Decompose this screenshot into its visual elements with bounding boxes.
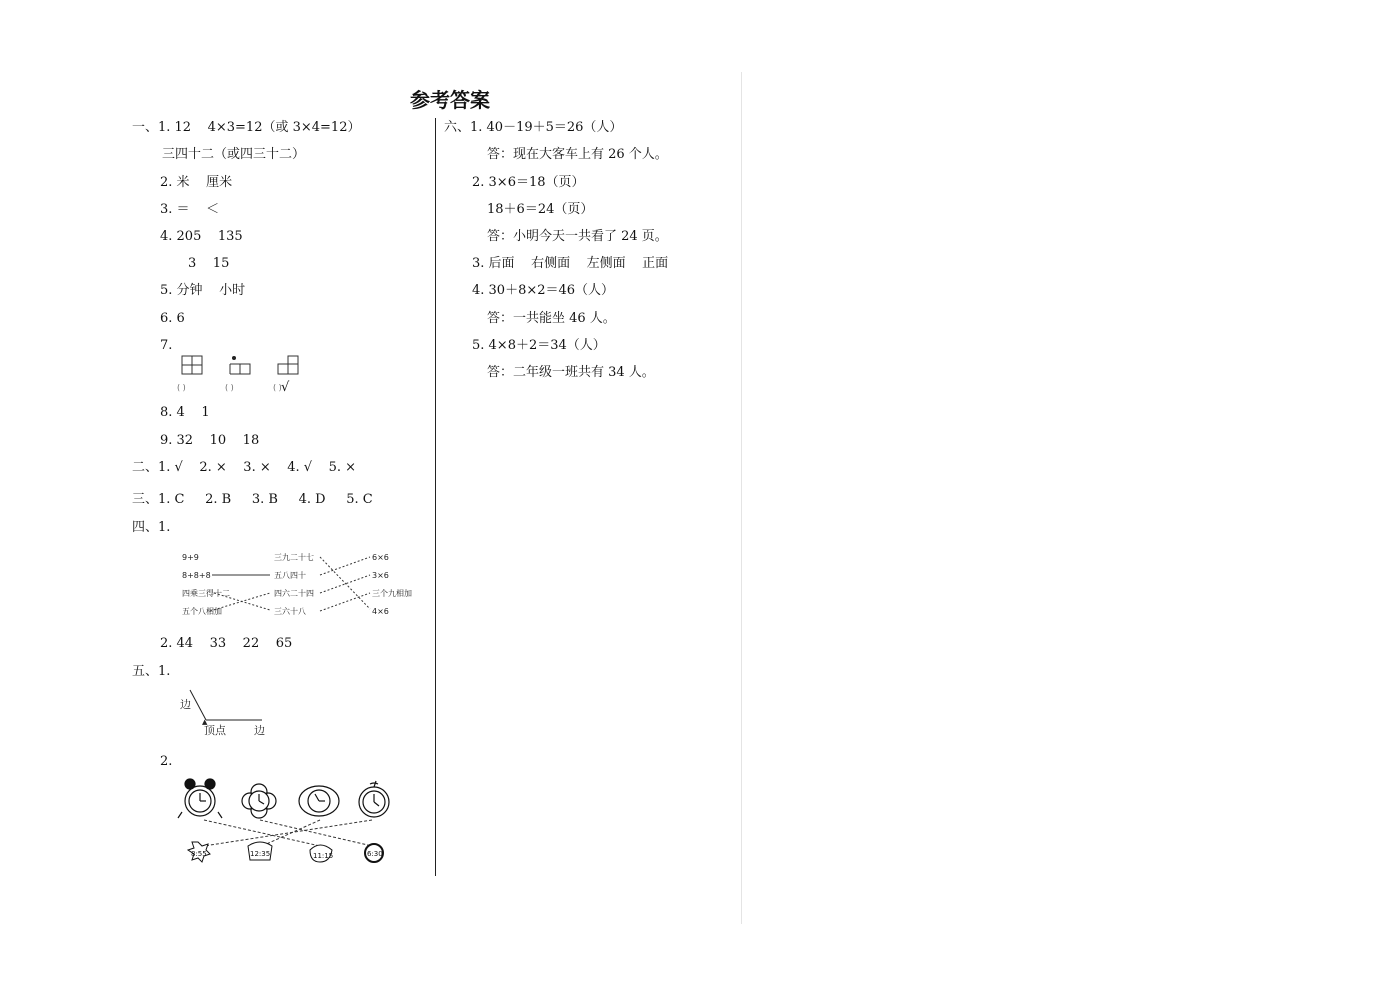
answer-1-4-b: 3 15 [188,256,230,271]
match-mid-2: 五八四十 [274,571,306,580]
answer-1-6: 6. 6 [160,311,185,326]
time-tag-2: 12:35 [250,850,271,858]
match-mid-1: 三九二十七 [274,553,314,562]
answer-6-2-b: 18＋6＝24（页） [487,202,594,217]
answer-1-4: 4. 205 135 [160,229,243,244]
answer-section-2: 二、1. √ 2. × 3. × 4. √ 5. × [132,460,357,475]
answer-section-5-1: 五、1. [132,664,171,679]
clock-matching-figure [174,776,404,870]
match-right-1: 6×6 [372,553,389,562]
answer-section-5-2: 2. [160,754,173,769]
angle-vertex-label: 顶点 [204,724,226,737]
match-left-4: 五个八相加 [182,607,222,616]
match-mid-3: 四六二十四 [274,589,314,598]
match-left-3: 四乘三得十二 [182,589,230,598]
time-tag-3: 11:15 [313,852,334,860]
answer-1-8: 8. 4 1 [160,405,210,420]
match-left-1: 9+9 [182,553,199,562]
check-mark: √ [281,380,290,395]
answer-1-9: 9. 32 10 18 [160,433,260,448]
angle-figure [176,686,276,742]
match-left-2: 8+8+8 [182,571,211,580]
answer-6-3: 3. 后面 右侧面 左侧面 正面 [472,256,669,271]
svg-text:( ): ( ) [273,383,282,392]
answer-6-4: 4. 30＋8×2＝46（人） [472,283,615,298]
answer-section-3: 三、1. C 2. B 3. B 4. D 5. C [132,492,373,507]
answer-6-5-reply: 答：二年级一班共有 34 人。 [487,365,655,380]
svg-text:( ): ( ) [225,383,234,392]
answer-1-3: 3. ＝ ＜ [160,202,220,217]
column-divider [435,118,436,876]
page-title: 参考答案 [410,88,490,112]
angle-other-side-label: 边 [254,724,265,737]
matching-figure [178,546,418,622]
match-right-2: 3×6 [372,571,389,580]
answer-1-1: 一、1. 12 4×3=12（或 3×4=12） [132,120,361,135]
answer-6-2: 2. 3×6＝18（页） [472,175,585,190]
answer-6-1: 六、1. 40－19＋5＝26（人） [444,120,623,135]
angle-side-label: 边 [180,698,191,711]
page-divider [741,72,742,924]
answer-1-2: 2. 米 厘米 [160,175,233,190]
answer-6-2-reply: 答：小明今天一共看了 24 页。 [487,229,668,244]
match-right-4: 4×6 [372,607,389,616]
answer-section-4-1: 四、1. [132,520,171,535]
view-shapes-figure [174,352,314,396]
answer-6-5: 5. 4×8＋2＝34（人） [472,338,606,353]
answer-6-4-reply: 答：一共能坐 46 人。 [487,311,616,326]
match-mid-4: 三六十八 [274,607,306,616]
time-tag-1: 8:55 [191,850,207,858]
svg-text:▲: ▲ [202,718,208,726]
answer-1-7: 7. [160,338,173,353]
answer-section-4-2: 2. 44 33 22 65 [160,636,293,651]
answer-1-1-b: 三四十二（或四三十二） [162,147,306,162]
answer-6-1-reply: 答：现在大客车上有 26 个人。 [487,147,668,162]
svg-text:( ): ( ) [177,383,186,392]
match-right-3: 三个九相加 [372,589,412,598]
answer-1-5: 5. 分钟 小时 [160,283,246,298]
time-tag-4: 6:30 [367,850,383,858]
